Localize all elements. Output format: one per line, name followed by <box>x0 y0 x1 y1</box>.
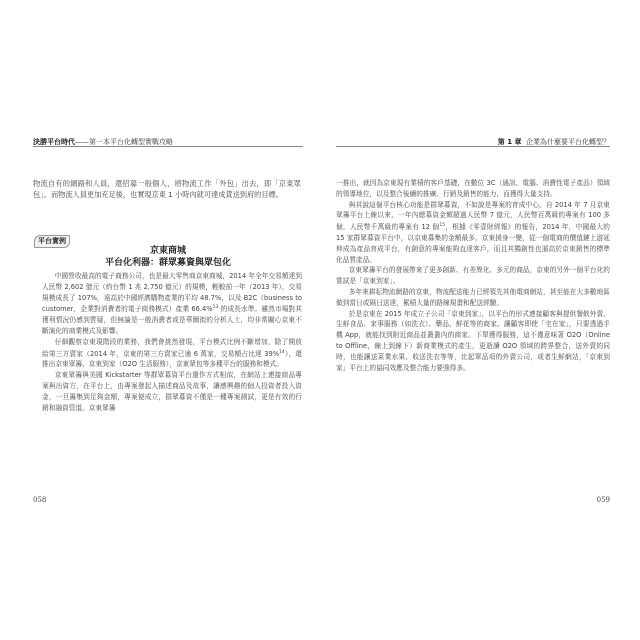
left-header-rule <box>33 146 303 147</box>
page-number: 058 <box>33 496 47 504</box>
chapter-title: 企業為什麼要平台化轉型？ <box>526 138 610 146</box>
footnote-ref: 15 <box>439 223 446 229</box>
page-number: 059 <box>596 496 610 504</box>
paragraph: 多年來耕耘物流網路的京東，物流配送能力已經領先其他電商網站，甚至能在大多數地區做到當日或隔日送達，累積大量的路線規畫和配送經驗。 <box>336 287 610 307</box>
paragraph: 與其說這個平台核心功能是群眾募資，不如說是專案的育成中心。自 2014 年 7 月京東眾籌平台上線以來，一年內總募資金額超過人民幣 7 億元，人民幣百萬級的專案有 100 多個，人民幣千萬級的專案有 12 個$^{15}$，根據《零壹財經報》的報告，2014 年，中國最大的 15 家群眾募資平台中，以京東募集的金額最多。京東援身一變，從一個電商的價值鏈上游延伸成為產品育成平台，有創意的專案能夠直達客戶，而且其獨創性也逼高於京東銷售的標準化品質產品。 <box>336 200 610 264</box>
right-body-text <box>336 178 610 373</box>
paragraph: 中國營收最高的電子商務公司，也是最大零售商京東商城，2014 年全年交易額達到人民幣 2,602 億元（約台幣 1 兆 2,750 億元）的規模，輕較前一年（2013 年），交易規模成長了 107%，遠高於中國經濟購物產業的平均 48.7%，以及 B2C（business to customer，企業對消費者的電子商務模式）產業 66.4%$^{13}$ 的成長水準。雖然市場對其獲利情況仍感到質疑，但無論是一般消費者或是華爾街的分析人士，均非常關心京東不斷演化的商業模式及影響。 <box>42 272 302 335</box>
paragraph: 仔細觀察京東現階段的業務，我們會挑然發現，平台模式比例不斷增加，除了開放給第三方賣家（2014 年，京東的第三方賣家已逾 6 萬家，交易額占比達 39%$^{14}$），還推出京東眾籌、京東到家（O2O 生活服務），京東眾包等多種平台的服務和模式。 <box>42 337 302 369</box>
left-body-text <box>42 271 302 413</box>
book-subtitle: ——第一本平台化轉型實戰攻略 <box>75 138 173 146</box>
book-title: 決勝平台時代 <box>33 138 75 146</box>
case-title: 京東商城 <box>149 246 186 256</box>
case-example-badge: 平台實例 <box>34 235 70 248</box>
right-page <box>320 0 640 640</box>
case-subtitle: 平台化利器：群眾募資與眾包化 <box>104 258 231 268</box>
paragraph: 物流自有的網路和人員，還招募一般個人，將物流工作「外包」出去，即「京東眾包」。而物流人員更加充足後，也實現京東 1 小時內就可達成貨送到府的目標。 <box>33 179 301 200</box>
paragraph: 一推出，就因為京東現有業積的客戶基礎，在數位 3C（通訊、電腦、消費性電子產品）領域的領導地位，以及整合後續的推廣、行銷及銷售的能力，而獲得大量支持。 <box>336 179 610 198</box>
paragraph: 於是京東在 2015 年成立子公司「京東到家」，以平台的形式連接顧客與提供餐飲外賣、生鮮食品、家事服務（如洗衣）、藥品，鮮花等的商家。讓顧客即使「宅在家」，只要透過手機 App，就能找到附近商品並叢叢內的商家。下單獲得服務，這不僅意味著 O2O（Online to Offline，線上到線下）新商業模式的產生，更逝讀 O2O 領域的跨界整合，送外賣的同時，也能讓送菜業水果、收送洗衣等等，比起單品項的外賣公司，或者生鮮網站，「京東到家」平台上的協同效應及整合能力要強得多。 <box>336 309 610 372</box>
chapter-number: 第 1 章 <box>497 138 522 146</box>
footnote-ref: 14 <box>279 349 285 355</box>
left-top-paragraph <box>33 178 301 201</box>
paragraph: 京東眾籌平台的發展帶來了更多創新、有差異化、多元的商品，京東的另外一個平台化的嘗試是「京東到家」。 <box>336 266 610 286</box>
paragraph: 京東眾籌與美國 Kickstarter 等群眾募資平台運作方式相似，在網站上連接商品專案與出資方，在平台上，由專案發起人描述商品及故事，讓感興趣的個人投資者投入資金，一旦籌集到足夠金額，專案便成立，群眾募資不僅是一種專案測試，更是有效的行銷和融資管道。京東眾籌 <box>42 371 302 412</box>
right-header-rule <box>336 146 610 147</box>
footnote-ref: 13 <box>212 305 219 311</box>
